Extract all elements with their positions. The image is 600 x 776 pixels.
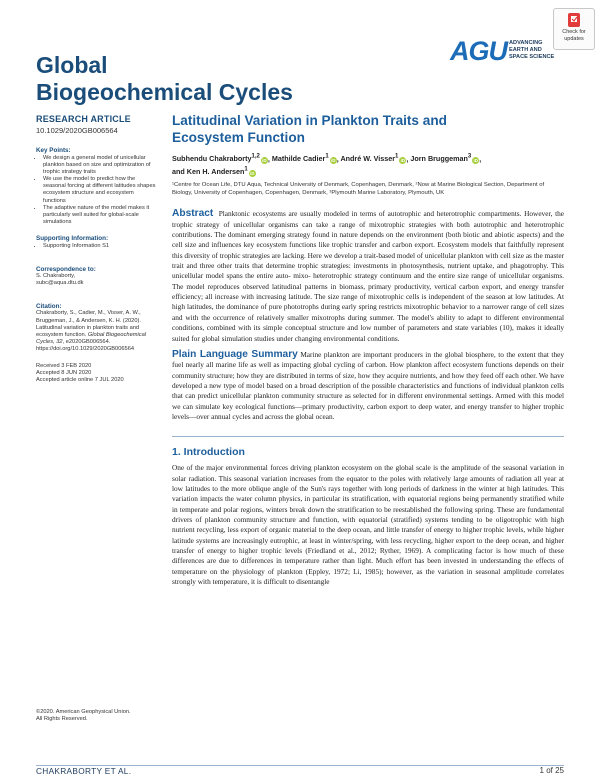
- supporting-info-heading: Supporting Information:: [36, 234, 109, 242]
- abstract-heading: Abstract: [172, 208, 214, 220]
- pls-heading: Plain Language Summary: [172, 348, 298, 360]
- correspondence-name: S. Chakraborty,: [36, 273, 76, 280]
- pls-text: Marine plankton are important producers in the global biosphere, to the extent that they fuel nearly all marine life as well as impacting global cycling of carbon. How plankton affect ecosystem functions depends on their community structure; how they are distributed in terms of size, how they acquire nutrients, and how they feed off each other. We have developed a new type of model based on a broad description of the possible characteristics and functions of individual plankton cells that can predict unicellular plankton community structure as selected for in different environmental settings. Armed with this model we can simulate key ecological functions—primary productivity, carbon export to deep water, and energy transfer to higher trophic levels—over annual cycles and across the global ocean.: [172, 349, 564, 421]
- supporting-info-list: [36, 243, 156, 250]
- orcid-icon[interactable]: iD: [262, 158, 267, 164]
- accepted-date: Accepted 8 JUN 2020: [36, 369, 92, 376]
- orcid-icon[interactable]: iD: [473, 158, 478, 164]
- citation-text: Chakraborty, S., Cadier, M., Visser, A. W., Bruggeman, J., & Andersen, K. H. (2020). Latitudinal variation in plankton traits and ecosystem function. Global Biogeochemical Cycles, 32, e2020GB006564. https://doi.org/10.1029/2020GB006564: [36, 310, 147, 353]
- author[interactable]: Mathilde Cadier$^1$iD: [271, 154, 336, 164]
- author-affiliations: ¹Centre for Ocean Life, DTU Aqua, Technical University of Denmark, Copenhagen, Denmark, ²Now at Marine Biological Section, Department of Biology, University of Copenhagen, Copenhagen, Denmark, ³Plymouth Marine Laboratory, Plymouth, UK: [172, 181, 545, 197]
- article-title: Latitudinal Variation in Plankton Traits and Ecosystem Function: [172, 113, 447, 145]
- agu-logo-tagline: ADVANCING EARTH AND SPACE SCIENCE: [509, 40, 555, 60]
- author[interactable]: André W. Visser$^1$iD: [340, 154, 406, 164]
- supporting-info-item[interactable]: • Supporting Information S1: [43, 243, 156, 250]
- agu-logo: [450, 36, 600, 68]
- journal-title: Global Biogeochemical Cycles: [36, 52, 293, 105]
- page-number: 1 of 25: [539, 766, 564, 775]
- key-point: • We design a general model of unicellular plankton based on size and optimization of trophic strategy traits: [43, 155, 156, 176]
- author[interactable]: Subhendu Chakraborty$^{1,2}$iD: [172, 154, 267, 164]
- correspondence-email[interactable]: subc@aqua.dtu.dk: [36, 280, 84, 287]
- article-sidebar: [36, 114, 156, 384]
- article-main: [168, 112, 564, 587]
- introduction-text: One of the major environmental forces driving plankton ecosystem on the global scale is the amplitude of the seasonal variation in solar radiation. This seasonal variation increases from the equator to the poles with relatively large amounts of radiation all year at low latitudes to the more oblique angle of the Sun's rays together with long periods of darkness in the winter at high latitudes. This variation impacts the water column physics, in particular its stratification, with equatorial regions being permanently stratified while in temperate and polar regions, winters break down the stratification to be reestablished the following spring. These are fundamental drivers of plankton community structure and function, with equatorial (stratified) systems tending to be oligotrophic with high nutrient recycling, less export of organic material to the deep ocean, and little transfer of energy to higher trophic levels, while higher latitude systems are increasingly eutrophic, at least in winter/spring, with less recycling, higher export to the deep ocean, and higher transfer of energy to higher trophic levels (Friedland et al., 2012; Ryther, 1969). A complicating factor is how much of these differences are due to differences in temperature rather than light. Much effort has been invested in understanding the effects of temperature on the physiology of plankton (Eppley, 1972; Li, 1985); however, as the variation in seasonal amplitude correlates strongly with temperature, it is difficult to disentangle: [172, 463, 564, 587]
- check-for-updates-label: Check for updates: [562, 29, 586, 42]
- orcid-icon[interactable]: iD: [400, 158, 406, 164]
- article-doi[interactable]: 10.1029/2020GB006564: [36, 126, 118, 135]
- accepted-online-date: Accepted article online 7 JUL 2020: [36, 377, 124, 384]
- orcid-icon[interactable]: iD: [330, 158, 336, 164]
- copyright-notice: ©2020. American Geophysical Union. All Rights Reserved.: [36, 709, 131, 723]
- crossmark-icon: [567, 13, 581, 27]
- agu-logo-mark: AGU: [450, 36, 507, 66]
- key-points-heading: Key Points:: [36, 147, 71, 154]
- introduction-heading: 1. Introduction: [172, 446, 245, 459]
- correspondence-heading: Correspondence to:: [36, 266, 96, 274]
- section-divider: [172, 436, 564, 437]
- author[interactable]: and Ken H. Andersen$^1$iD: [172, 166, 255, 176]
- running-head: CHAKRABORTY ET AL.: [36, 766, 132, 776]
- author[interactable]: Jorn Bruggeman$^3$iD: [410, 154, 478, 164]
- orcid-icon[interactable]: iD: [250, 170, 255, 176]
- article-type: RESEARCH ARTICLE: [36, 114, 131, 124]
- abstract-text: Planktonic ecosystems are usually modeled in terms of autotrophic and heterotrophic compartments. However, the trophic strategy of unicellular organisms can take a range of mixotrophic strategies with both autotrophic and heterotrophic contributions. The dominant emerging strategy found in nature depends on the environment (both biotic and abiotic aspects) and the cell size and influences key ecosystem functions like trophic transfer and carbon export. Ecosystem models that faithfully represent this diversity of trophic strategies are lacking. Here we develop a trait-based model of unicellular plankton with cell size as the master trait and three other traits that determine trophic strategies: investments in photosynthesis, nutrient uptake, and phagotrophy. This unicellular model spans the entire auto- mixo- heterotrophic strategy continuum and the entire size range of unicellular organisms. The model reproduces observed latitudinal patterns in biomass, primary productivity, vertical carbon export, and energy transfer efficiency; all increase with increasing latitude. The size range of mixotrophic cells is independent of the season at low latitudes. At high latitudes, the dominance of pure phototrophs during early spring restricts mixotrophic behavior to a narrower range of cell sizes and with the occurrence of relatively smaller mixotrophs during summer. The model's ability to adapt to different environmental conditions, combined with its simple conceptual structure and low number of parameters and state variables (10), makes it ideally suited for global simulation studies under changing environmental conditions.: [172, 209, 564, 343]
- plain-language-summary: [172, 350, 564, 422]
- key-point: • We use the model to predict how the seasonal forcing at different latitudes shapes ecosystem structure and ecosystem functions: [43, 176, 156, 204]
- received-date: Received 3 FEB 2020: [36, 362, 92, 369]
- citation-heading: Citation:: [36, 303, 62, 311]
- abstract: [172, 209, 564, 343]
- author-list: Subhendu Chakraborty$^{1,2}$iD, Mathilde Cadier$^1$iD, André W. Visser$^1$iD, Jorn Bruggeman$^3$iD, and Ken H. Andersen$^1$iD: [172, 154, 482, 176]
- key-points-list: [36, 155, 156, 226]
- key-point: • The adaptive nature of the model makes it particularly well suited for global-scale simulations: [43, 205, 156, 226]
